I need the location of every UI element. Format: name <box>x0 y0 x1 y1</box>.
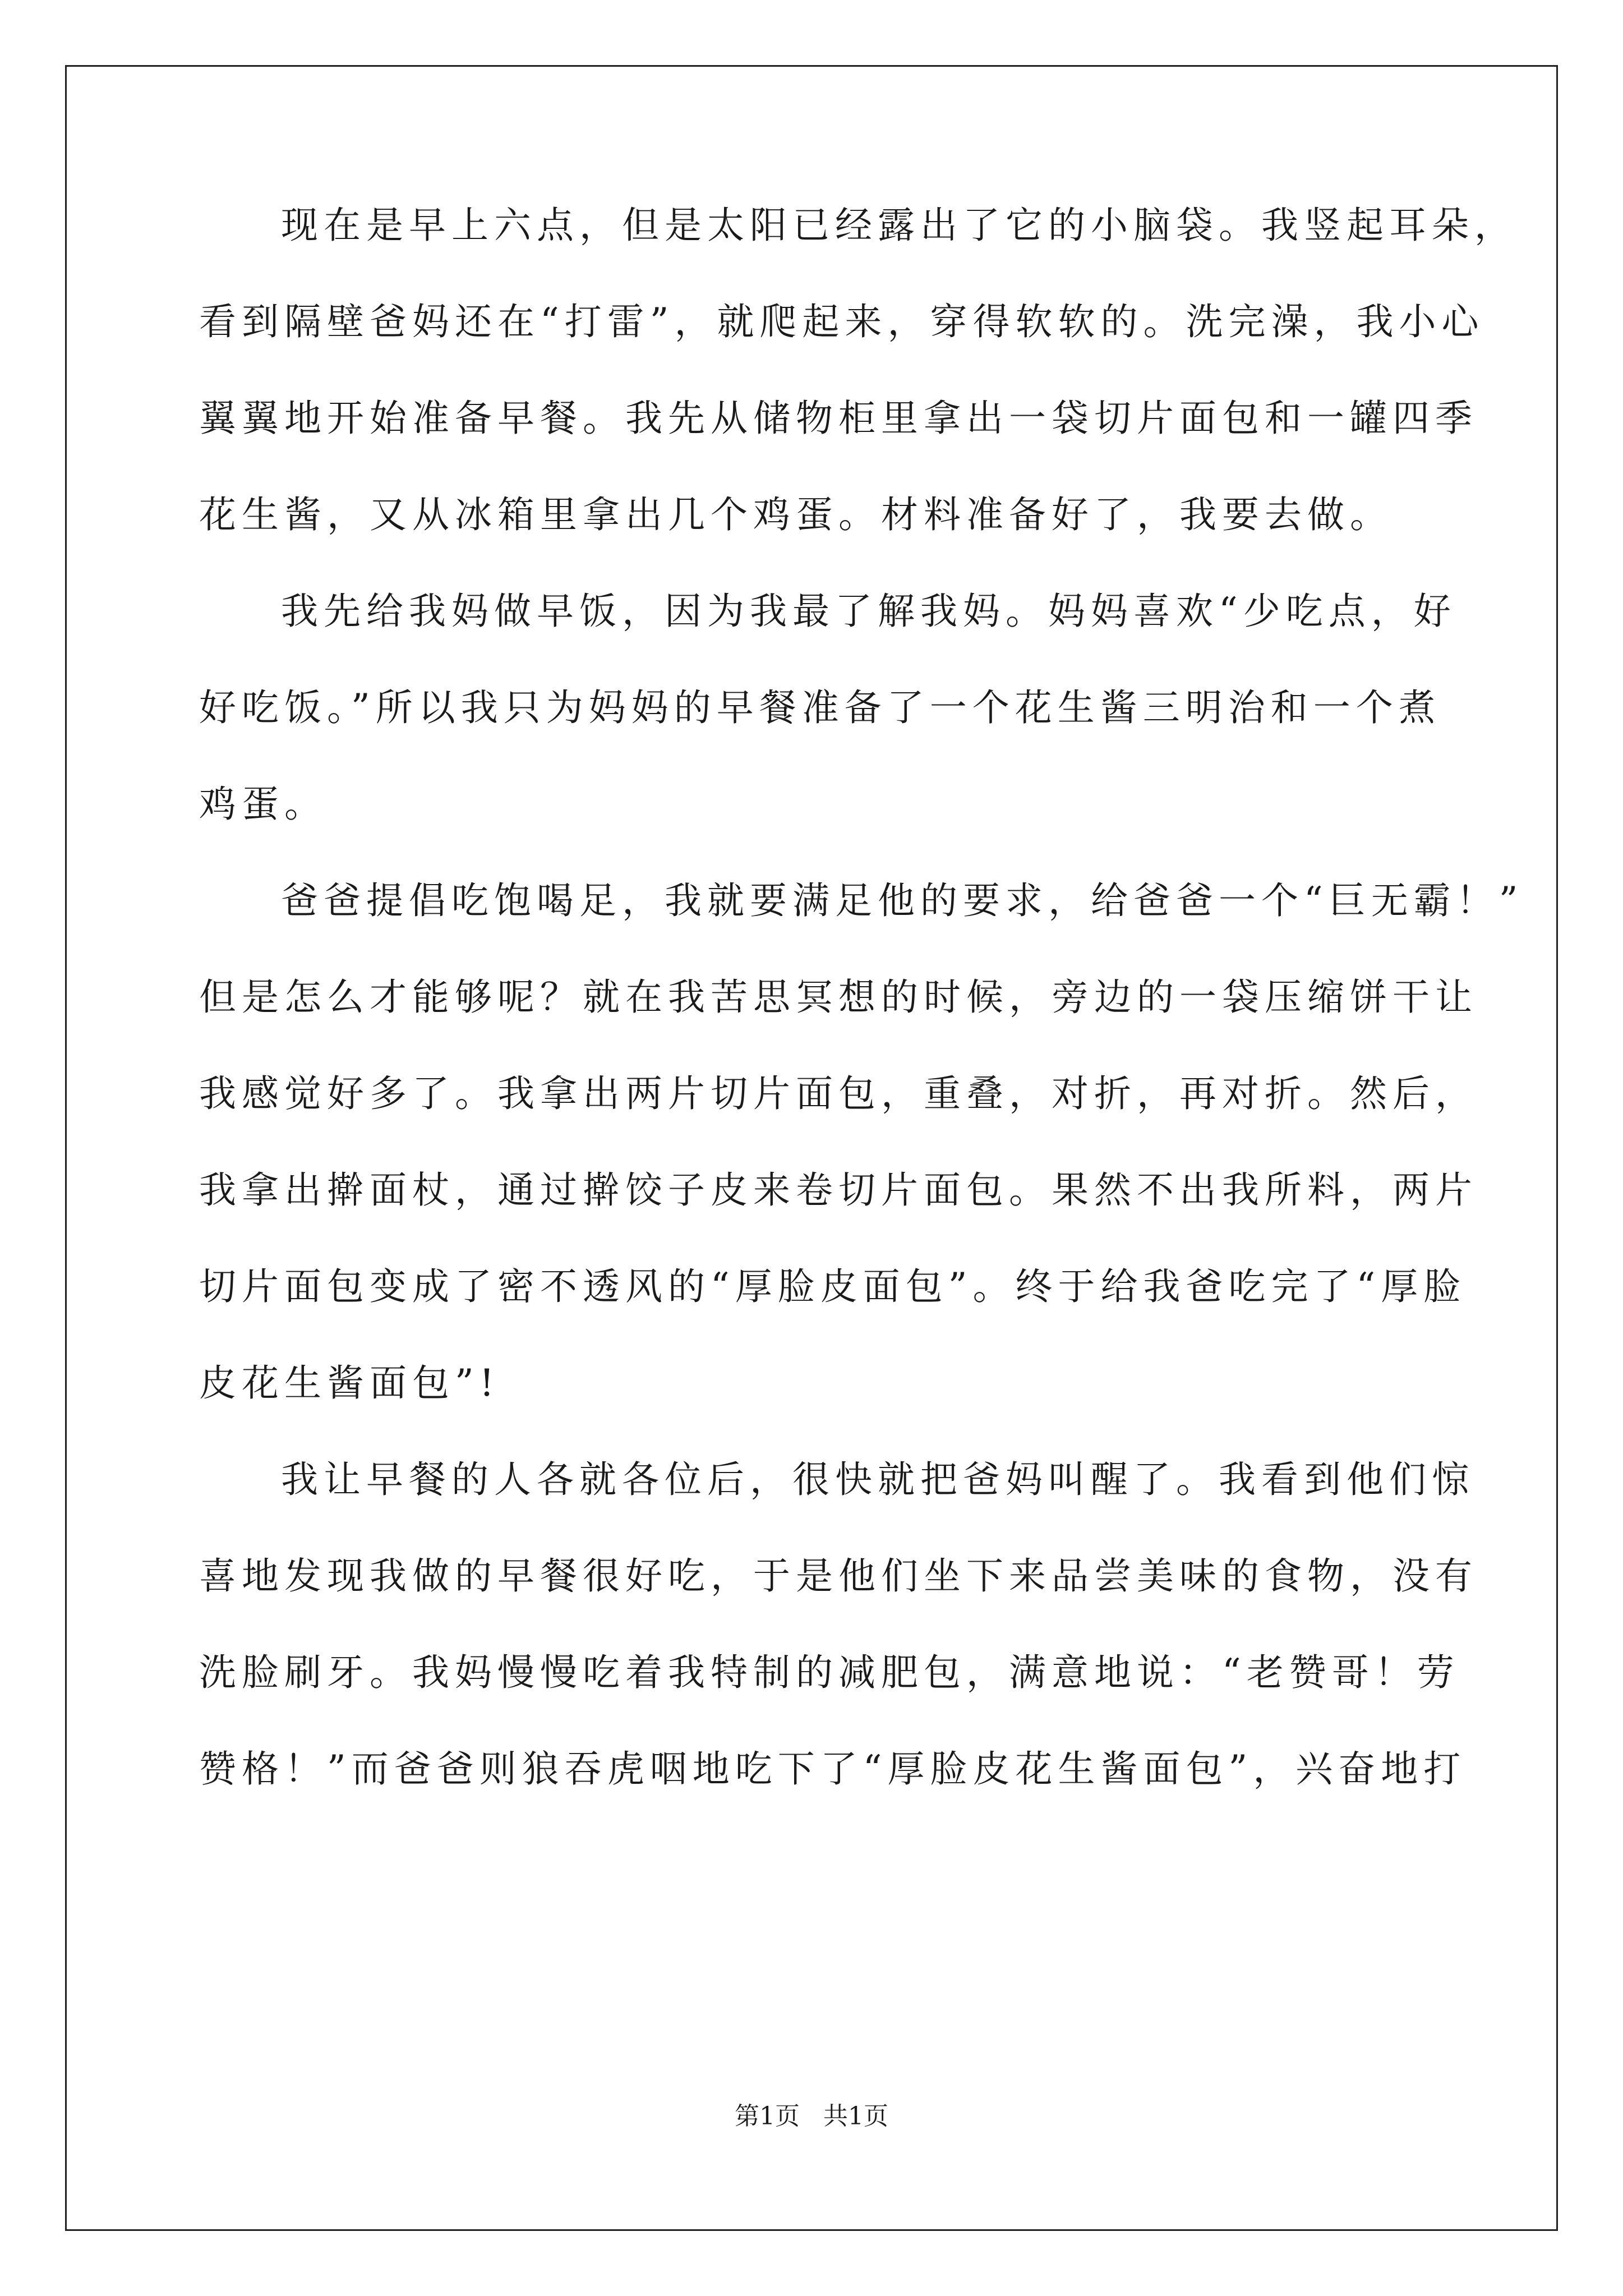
text-line: 切片面包变成了密不透风的“厚脸皮面包”。终于给我爸吃完了“厚脸 <box>199 1265 1467 1308</box>
text-line: 鸡蛋。 <box>199 783 327 826</box>
page-number: 第1页 共1页 <box>735 2102 888 2131</box>
text-line: 看到隔壁爸妈还在“打雷”，就爬起来，穿得软软的。洗完澡，我小心 <box>199 300 1484 343</box>
text-line: 爸爸提倡吃饱喝足，我就要满足他的要求，给爸爸一个“巨无霸！” <box>281 879 1524 922</box>
text-line: 我感觉好多了。我拿出两片切片面包，重叠，对折，再对折。然后， <box>199 1072 1478 1115</box>
text-line: 现在是早上六点，但是太阳已经露出了它的小脑袋。我竖起耳朵， <box>281 204 1517 247</box>
text-line: 赞格！”而爸爸则狼吞虎咽地吃下了“厚脸皮花生酱面包”，兴奋地打 <box>199 1747 1467 1791</box>
text-line: 但是怎么才能够呢？就在我苦思冥想的时候，旁边的一袋压缩饼干让 <box>199 976 1478 1019</box>
page-border <box>65 65 1558 2231</box>
text-line: 皮花生酱面包”! <box>199 1361 500 1405</box>
text-line: 好吃饭。”所以我只为妈妈的早餐准备了一个花生酱三明治和一个煮 <box>199 686 1441 729</box>
text-line: 洗脸刷牙。我妈慢慢吃着我特制的减肥包，满意地说：“老赞哥！劳 <box>199 1651 1460 1694</box>
text-line: 花生酱，又从冰箱里拿出几个鸡蛋。材料准备好了，我要去做。 <box>199 493 1393 536</box>
text-line: 我拿出擀面杖，通过擀饺子皮来卷切片面包。果然不出我所料，两片 <box>199 1168 1478 1212</box>
text-line: 喜地发现我做的早餐很好吃，于是他们坐下来品尝美味的食物，没有 <box>199 1554 1478 1598</box>
text-line: 我让早餐的人各就各位后，很快就把爸妈叫醒了。我看到他们惊 <box>281 1458 1474 1501</box>
text-line: 翼翼地开始准备早餐。我先从储物柜里拿出一袋切片面包和一罐四季 <box>199 397 1478 440</box>
text-line: 我先给我妈做早饭，因为我最了解我妈。妈妈喜欢“少吃点，好 <box>281 590 1456 633</box>
page-footer <box>0 2101 1623 2132</box>
